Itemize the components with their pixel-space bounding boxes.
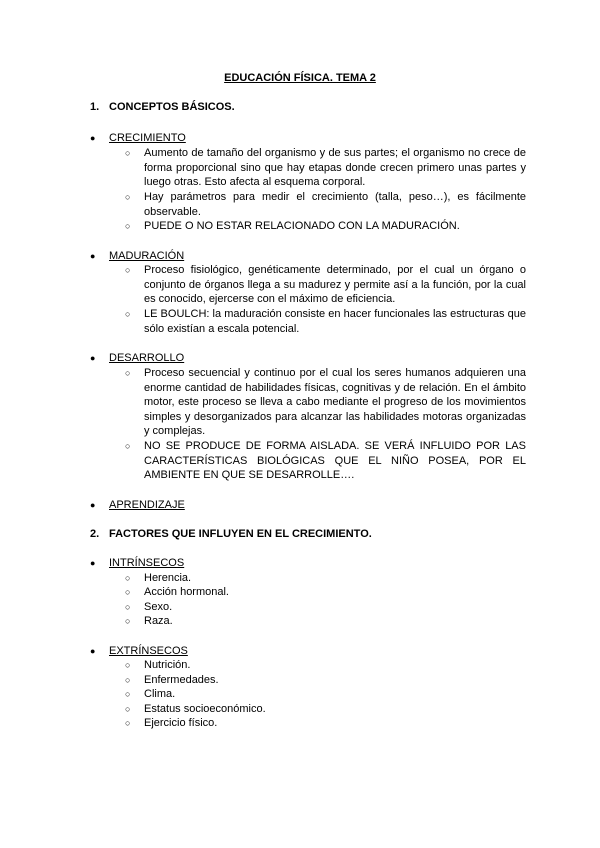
circle-bullet-icon: ○ xyxy=(125,675,131,685)
bullet-aprendizaje xyxy=(90,499,185,511)
bullet-crecimiento xyxy=(90,132,186,144)
circle-bullet-icon: ○ xyxy=(125,616,131,626)
section-number: 1. xyxy=(90,101,100,113)
list-item-text: Sexo. xyxy=(144,601,173,613)
bullet-dot-icon: ● xyxy=(90,251,96,261)
circle-bullet-icon: ○ xyxy=(125,718,131,728)
circle-bullet-icon: ○ xyxy=(125,602,131,612)
list-item-text: Enfermedades. xyxy=(144,674,219,686)
circle-bullet-icon: ○ xyxy=(125,148,131,158)
list-item-text: Aumento de tamaño del organismo y de sus partes; el organismo no crece de forma proporcional sino que hay etapas donde crecen primero unas partes y luego otras. Esto afecta al esquema corporal. xyxy=(144,147,526,189)
circle-bullet-icon: ○ xyxy=(125,689,131,699)
bullet-dot-icon: ● xyxy=(90,353,96,363)
bullet-label: MADURACIÓN xyxy=(109,250,185,262)
section-heading-2 xyxy=(90,528,372,540)
bullet-intrinsecos xyxy=(90,557,184,569)
list-item-text: LE BOULCH: la maduración consiste en hacer funcionales las estructuras que sólo existían a escala potencial. xyxy=(144,308,526,335)
list-item-text: Clima. xyxy=(144,688,176,700)
circle-bullet-icon: ○ xyxy=(125,265,131,275)
bullet-label: EXTRÍNSECOS xyxy=(109,645,188,657)
circle-bullet-icon: ○ xyxy=(125,660,131,670)
bullet-extrinsecos xyxy=(90,645,188,657)
section-title: FACTORES QUE INFLUYEN EN EL CRECIMIENTO. xyxy=(109,528,372,540)
list-item-text: Ejercicio físico. xyxy=(144,717,218,729)
list-item-text: Nutrición. xyxy=(144,659,191,671)
section-number: 2. xyxy=(90,528,100,540)
list-item-text: Acción hormonal. xyxy=(144,586,229,598)
bullet-dot-icon: ● xyxy=(90,646,96,656)
bullet-label: CRECIMIENTO xyxy=(109,132,186,144)
list-item-text: Hay parámetros para medir el crecimiento (talla, peso…), es fácilmente observable. xyxy=(144,191,526,218)
circle-bullet-icon: ○ xyxy=(125,368,131,378)
circle-bullet-icon: ○ xyxy=(125,704,131,714)
list-item-text: Proceso secuencial y continuo por el cual los seres humanos adquieren una enorme cantidad de habilidades físicas, cognitivas y de relación. En el ámbito motor, este proceso se lleva a cabo mediante el progreso de los movimientos simples y desorganizados para alcanzar las habilidades motoras organizadas y complejas. xyxy=(144,367,526,438)
section-title: CONCEPTOS BÁSICOS. xyxy=(109,101,235,113)
list-item-text: Proceso fisiológico, genéticamente determinado, por el cual un órgano o conjunto de órganos llega a su madurez y permite así a la función, por la cual es conocido, ejercerse con el máximo de eficiencia. xyxy=(144,264,526,306)
document-title: EDUCACIÓN FÍSICA. TEMA 2 xyxy=(224,72,376,84)
circle-bullet-icon: ○ xyxy=(125,587,131,597)
bullet-label: APRENDIZAJE xyxy=(109,499,185,511)
bullet-maduracion xyxy=(90,250,184,262)
section-heading-1 xyxy=(90,101,235,113)
circle-bullet-icon: ○ xyxy=(125,441,131,451)
circle-bullet-icon: ○ xyxy=(125,573,131,583)
list-item-text: Raza. xyxy=(144,615,173,627)
list-item-text: Estatus socioeconómico. xyxy=(144,703,266,715)
list-item-text: PUEDE O NO ESTAR RELACIONADO CON LA MADURACIÓN. xyxy=(144,220,460,232)
bullet-desarrollo xyxy=(90,352,184,364)
bullet-dot-icon: ● xyxy=(90,133,96,143)
bullet-label: DESARROLLO xyxy=(109,352,185,364)
bullet-label: INTRÍNSECOS xyxy=(109,557,185,569)
circle-bullet-icon: ○ xyxy=(125,221,131,231)
list-item-text: NO SE PRODUCE DE FORMA AISLADA. SE VERÁ INFLUIDO POR LAS CARACTERÍSTICAS BIOLÓGICAS QUE EL NIÑO POSEA, POR EL AMBIENTE EN QUE SE DESARROLLE…. xyxy=(144,440,526,482)
list-item-text: Herencia. xyxy=(144,572,192,584)
circle-bullet-icon: ○ xyxy=(125,309,131,319)
bullet-dot-icon: ● xyxy=(90,500,96,510)
bullet-dot-icon: ● xyxy=(90,558,96,568)
circle-bullet-icon: ○ xyxy=(125,192,131,202)
